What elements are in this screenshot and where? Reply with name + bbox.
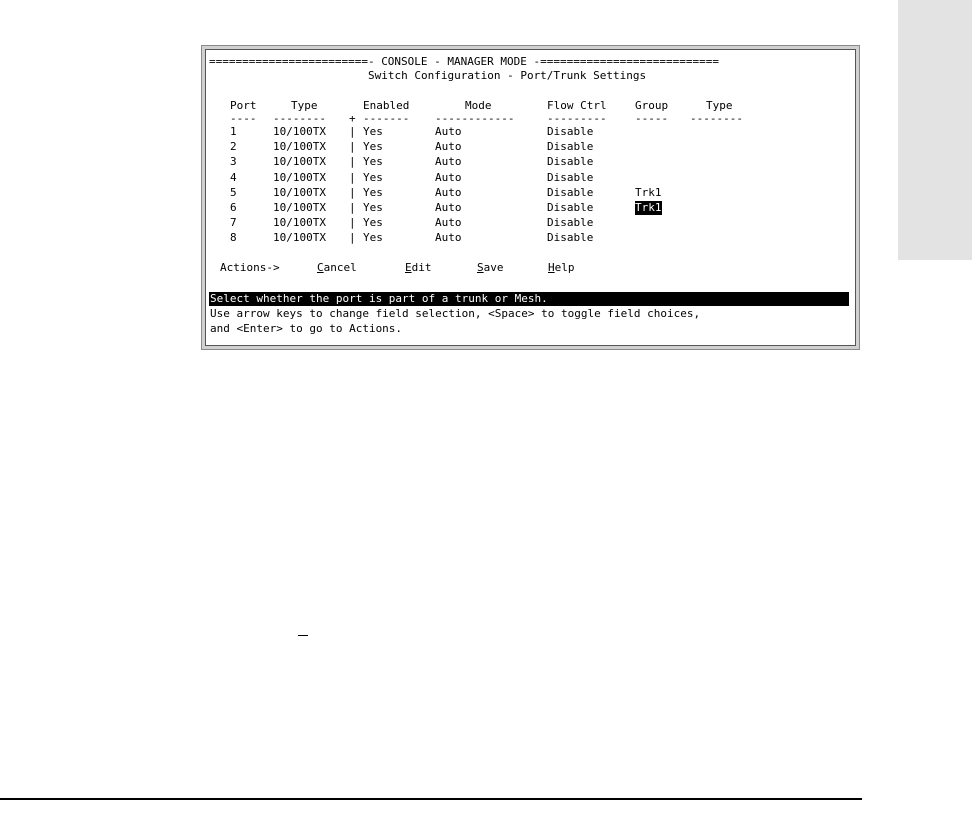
group-field[interactable]: Trk1 [635,186,662,199]
help-line-1: Use arrow keys to change field selection, <Space> to toggle field choices, [210,307,701,320]
actions-prefix: Actions-> [220,261,280,274]
flow-ctrl-field[interactable]: Disable [547,125,594,138]
separator: | [349,201,356,214]
col-trunk-type: Type [706,99,733,112]
flow-ctrl-field[interactable]: Disable [547,186,594,199]
rule-trunk-type: -------- [690,112,743,125]
actions-bar [220,261,280,275]
enabled-field[interactable]: Yes [363,171,383,184]
page-bottom-rule [0,798,862,800]
help-line-2: and <Enter> to go to Actions. [210,322,403,335]
rule-enabled: ------- [363,112,410,125]
type-cell: 10/100TX [273,186,326,199]
console-banner: ========================- CONSOLE - MANAGER MODE -=========================== [209,55,719,68]
flow-ctrl-field[interactable]: Disable [547,155,594,168]
mode-field[interactable]: Auto [435,155,462,168]
save-action[interactable]: Save [477,261,504,274]
col-enabled: Enabled [363,99,410,112]
page-side-tab [898,0,972,260]
separator: | [349,155,356,168]
type-cell: 10/100TX [273,231,326,244]
type-cell: 10/100TX [273,171,326,184]
port-cell: 6 [230,201,237,214]
flow-ctrl-field[interactable]: Disable [547,201,594,214]
console-screen [205,49,856,346]
mode-field[interactable]: Auto [435,216,462,229]
enabled-field[interactable]: Yes [363,125,383,138]
mode-field[interactable]: Auto [435,231,462,244]
col-port: Port [230,99,257,112]
port-cell: 8 [230,231,237,244]
screen-title: Switch Configuration - Port/Trunk Settings [368,69,647,82]
rule-port: ---- [230,112,257,125]
enabled-field[interactable]: Yes [363,231,383,244]
help-action[interactable]: Help [548,261,575,274]
separator: | [349,186,356,199]
separator: | [349,231,356,244]
flow-ctrl-field[interactable]: Disable [547,231,594,244]
col-flow-ctrl: Flow Ctrl [547,99,607,112]
rule-type: -------- [273,112,326,125]
port-cell: 3 [230,155,237,168]
separator: | [349,125,356,138]
enabled-field[interactable]: Yes [363,140,383,153]
separator: | [349,140,356,153]
group-field-selected[interactable]: Trk1 [635,201,662,214]
type-cell: 10/100TX [273,201,326,214]
enabled-field[interactable]: Yes [363,155,383,168]
status-bar [209,292,849,306]
separator: | [349,171,356,184]
rule-plus: + [349,112,356,125]
type-cell: 10/100TX [273,125,326,138]
port-cell: 7 [230,216,237,229]
col-group: Group [635,99,669,112]
mode-field[interactable]: Auto [435,125,462,138]
cancel-action[interactable]: Cancel [317,261,357,274]
mode-field[interactable]: Auto [435,171,462,184]
rule-mode: ------------ [435,112,515,125]
console-window [201,45,860,350]
flow-ctrl-field[interactable]: Disable [547,171,594,184]
type-cell: 10/100TX [273,155,326,168]
port-cell: 1 [230,125,237,138]
flow-ctrl-field[interactable]: Disable [547,216,594,229]
port-cell: 2 [230,140,237,153]
type-cell: 10/100TX [273,140,326,153]
rule-flow: --------- [547,112,607,125]
col-type: Type [291,99,318,112]
mode-field[interactable]: Auto [435,140,462,153]
enabled-field[interactable]: Yes [363,201,383,214]
port-cell: 4 [230,171,237,184]
type-cell: 10/100TX [273,216,326,229]
mode-field[interactable]: Auto [435,201,462,214]
port-cell: 5 [230,186,237,199]
col-mode: Mode [465,99,492,112]
mode-field[interactable]: Auto [435,186,462,199]
enabled-field[interactable]: Yes [363,216,383,229]
rule-group: ----- [635,112,669,125]
flow-ctrl-field[interactable]: Disable [547,140,594,153]
stray-mark [298,635,308,636]
status-message: Select whether the port is part of a trunk or Mesh. [210,292,548,305]
edit-action[interactable]: Edit [405,261,432,274]
separator: | [349,216,356,229]
enabled-field[interactable]: Yes [363,186,383,199]
